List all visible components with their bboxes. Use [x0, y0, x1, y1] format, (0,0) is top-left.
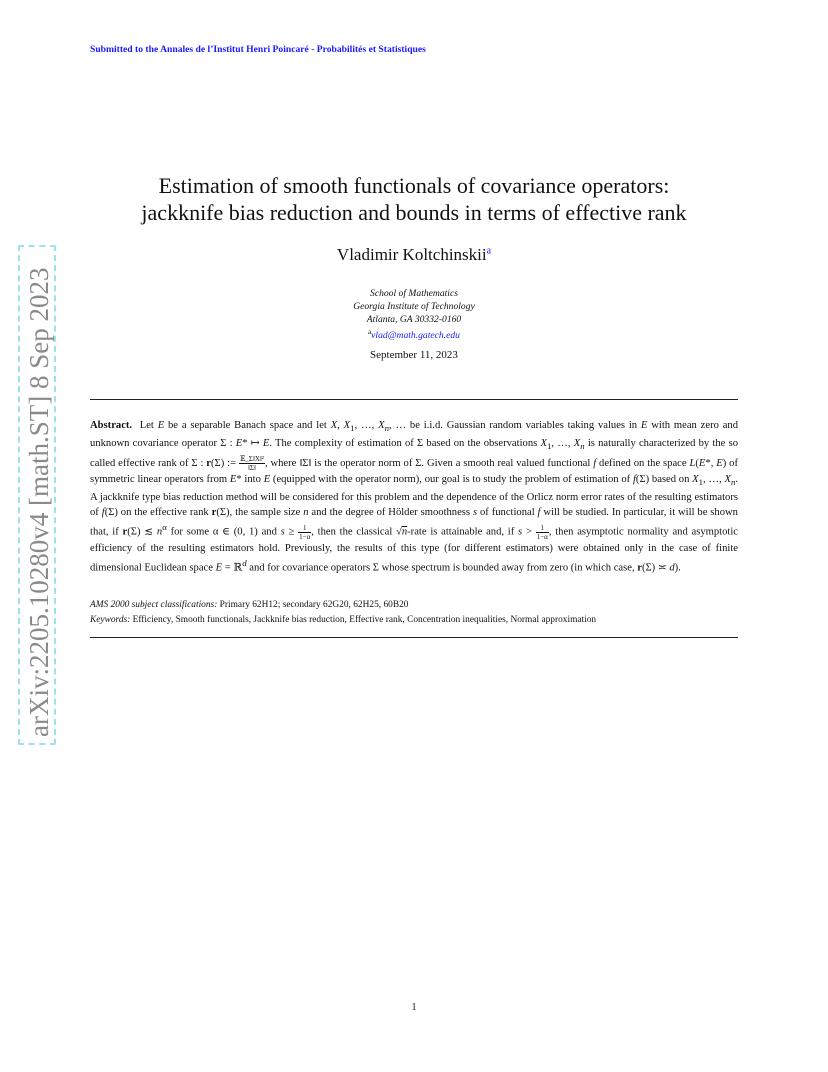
affiliation: [0, 287, 828, 342]
effective-rank-fraction: $\frac{\text{𝔼\_Σ‖X‖²}}{‖\Sigma‖}$: [239, 454, 264, 472]
classification-line: [90, 598, 738, 613]
author-mark[interactable]: a: [486, 245, 492, 257]
arxiv-identifier[interactable]: arXiv:2205.10280v4 [math.ST] 8 Sep 2023: [18, 245, 56, 745]
metadata-block: [90, 598, 738, 628]
page-number: 1: [411, 1002, 417, 1013]
journal-header: Submitted to the Annales de l’Institut Henri Poincaré - Probabilités et Statistiques: [90, 44, 426, 55]
keywords-line: [90, 613, 738, 628]
classification-label: AMS 2000 subject classifications:: [90, 600, 218, 610]
abstract-label: Abstract.: [90, 420, 133, 431]
author: [0, 245, 828, 265]
affil-address: Atlanta, GA 30332-0160: [366, 314, 462, 325]
affil-email-line: [0, 326, 828, 342]
title-line-2: jackknife bias reduction and bounds in terms of effective rank: [141, 200, 687, 225]
title-line-1: Estimation of smooth functionals of covariance operators:: [158, 173, 670, 198]
affil-school: School of Mathematics: [370, 288, 458, 299]
bottom-rule: [90, 637, 738, 638]
paper-date: September 11, 2023: [370, 349, 458, 361]
abstract: Abstract. Let E be a separable Banach space and let X, $X_1$, …, $X_n$, … be i.i.d. Gaussian random variables taking values in E with mean zero and unknown covariance operator Σ : E* ↦ E. The complexity of estimation of Σ based on the observations $X_1$, …, $X_n$ is naturally characterized by the so called effective rank of Σ : r(Σ) := $\frac{\text{𝔼\_Σ‖X‖²}}{‖\Sigma‖}$ , where ‖Σ‖ is the operator norm of Σ. Given a smooth real valued functional f defined on the space L(E*, E) of symmetric linear operators from E* into E (equipped with the operator norm), our goal is to study the problem of estimation of f(Σ) based on $X_1$, …, $X_n$. A jackknife type bias reduction method will be considered for this problem and the dependence of the Orlicz norm error rates of the resulting estimators of f(Σ) on the effective rank r(Σ), the sample size n and the degree of Hölder smoothness s of functional f will be studied. In particular, it will be shown that, if r(Σ) ≲ $n^\alpha$ for some α ∈ (0, 1) and s ≥ $\frac{1}{1-\alpha}$ , then the classical √n-rate is attainable and, if s > $\frac{1}{1-\alpha}$ , then asymptotic normality and asymptotic efficiency of the resulting estimators hold. Previously, the results of this type (for different estimators) were obtained only in the case of finite dimensional Euclidean space E = ℝ$^d$ and for covariance operators Σ whose spectrum is bounded away from zero (in which case, r(Σ) ≍ d).: [90, 420, 739, 574]
smoothness-fraction-1: $\frac{1}{1-\alpha}$: [299, 523, 311, 541]
top-rule: [90, 399, 738, 400]
email-mark: a: [368, 328, 372, 336]
email-link[interactable]: vlad@math.gatech.edu: [371, 330, 460, 342]
author-name: Vladimir Koltchinskii: [336, 245, 487, 264]
keywords-text: Efficiency, Smooth functionals, Jackknife bias reduction, Effective rank, Concentration inequalities, Normal approximation: [132, 615, 597, 625]
keywords-label: Keywords:: [90, 615, 131, 625]
classification-text: Primary 62H12; secondary 62G20, 62H25, 60B20: [219, 600, 409, 610]
smoothness-fraction-2: $\frac{1}{1-\alpha}$: [536, 523, 548, 541]
paper-title: [60, 172, 768, 226]
affil-institute: Georgia Institute of Technology: [353, 301, 475, 312]
